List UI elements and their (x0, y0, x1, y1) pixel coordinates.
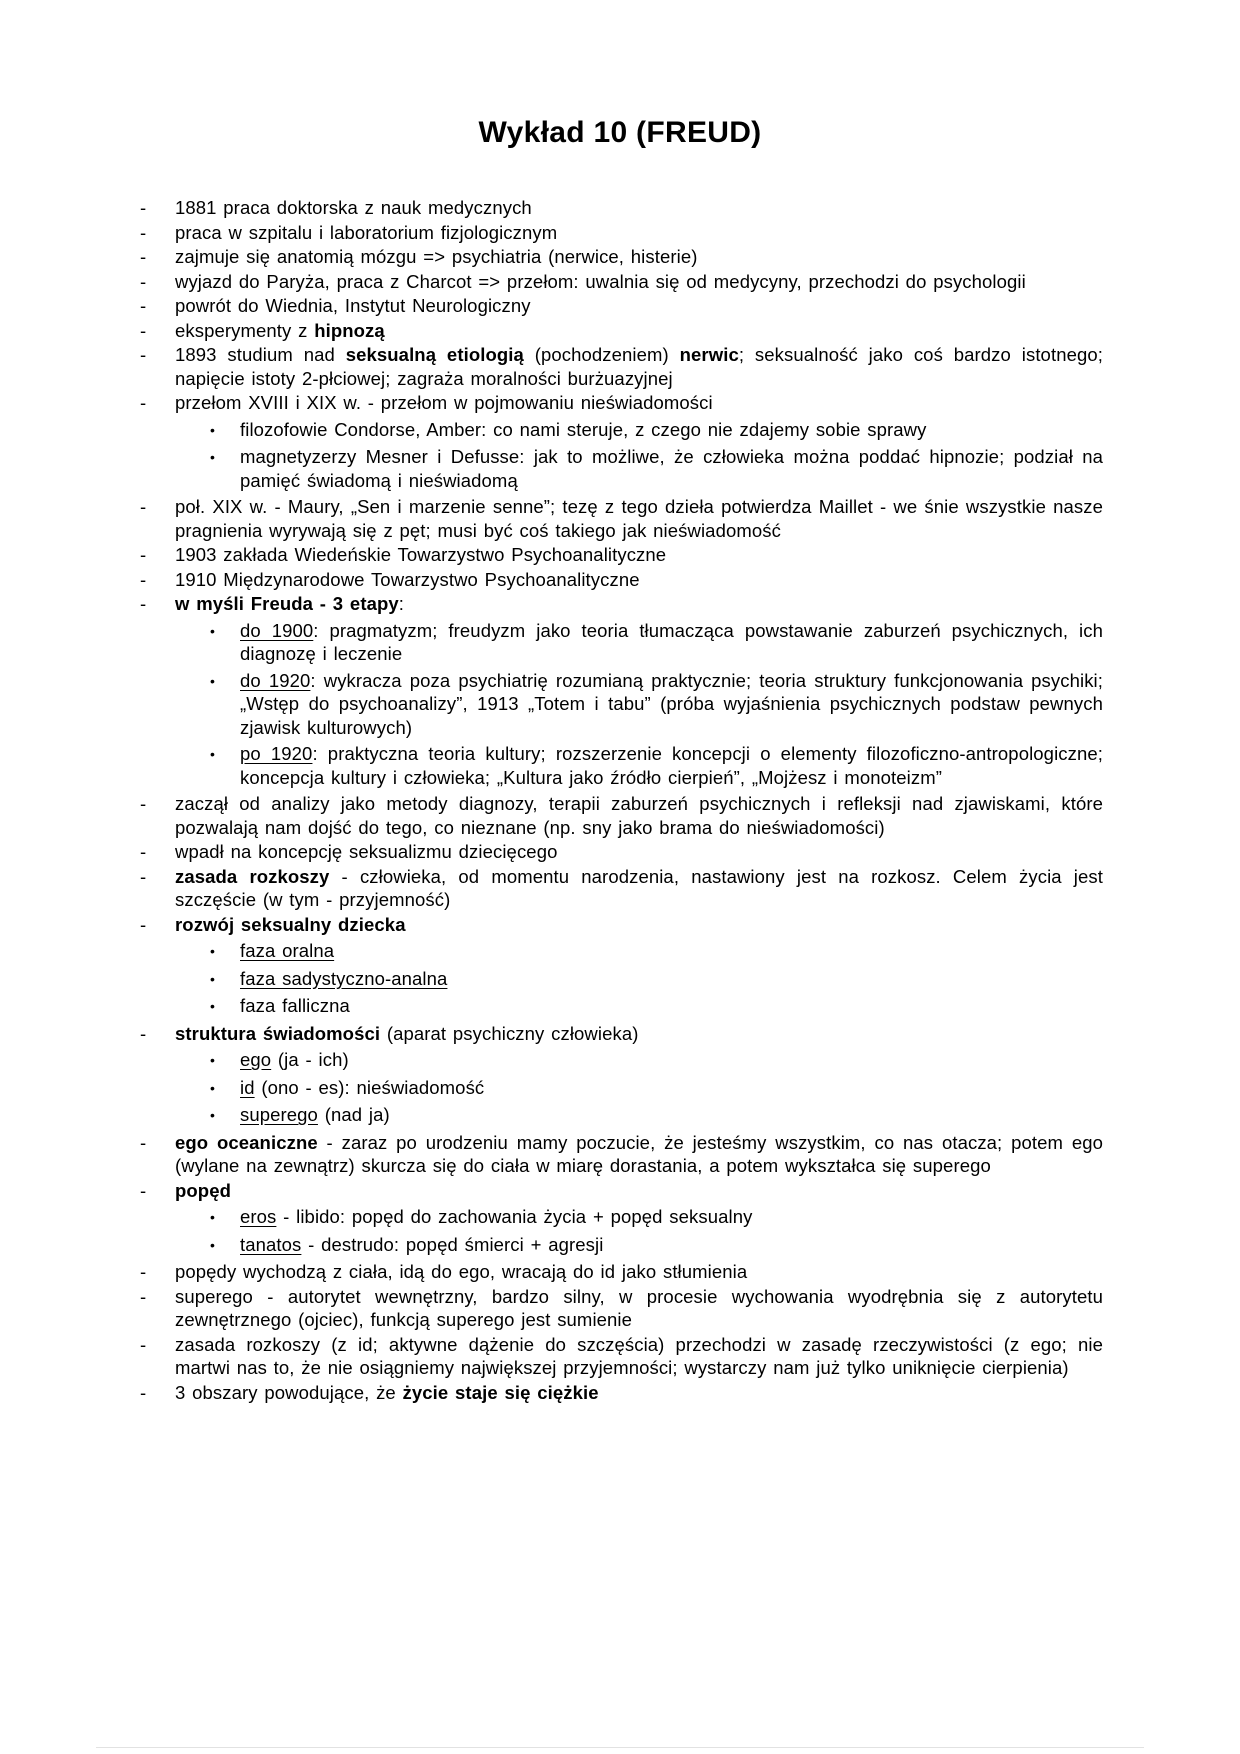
text-segment: 3 obszary powodujące, że (175, 1381, 403, 1403)
list-item-text (240, 1205, 1103, 1229)
bullet-dash-icon: - (140, 1131, 147, 1153)
list-item (140, 270, 1103, 294)
bullet-dash-icon: - (140, 793, 147, 815)
list-item-text (175, 294, 1103, 318)
list-item-text (175, 543, 1103, 567)
bullet-dot-icon: • (210, 943, 216, 960)
text-segment: życie staje się ciężkie (402, 1381, 599, 1403)
list-item-text (240, 1233, 1103, 1257)
list-item-text (240, 619, 1103, 666)
text-segment: po 1920 (240, 743, 313, 765)
text-segment: ; seksualność jako coś bardzo istotnego; napięcie istoty 2-płciowej; zagraża moralności burżuazyjnej (175, 344, 1103, 389)
list-item-text (175, 196, 1103, 220)
list-item (140, 865, 1103, 912)
list-item (140, 1205, 1103, 1230)
list-item (140, 1022, 1103, 1046)
text-segment: hipnozą (314, 319, 385, 341)
text-segment: w myśli Freuda - 3 etapy (175, 593, 399, 615)
list-item-text (240, 1076, 1103, 1100)
list-item-text (240, 1103, 1103, 1127)
list-item (140, 568, 1103, 592)
text-segment: - zaraz po urodzeniu mamy poczucie, że jesteśmy wszystkim, co nas otacza; potem ego (wylane na zewnątrz) skurcza się do ciała w miarę dorastania, a potem wykształca się superego (175, 1131, 1103, 1177)
text-segment: : wykracza poza psychiatrię rozumianą praktycznie; teoria struktury funkcjonowania psychiki; „Wstęp do psychoanalizy”, 1913 „Totem i tabu” (próba wyjaśnienia psychicznych podstaw pewnych zjawisk kulturowych) (240, 669, 1103, 738)
list-item (140, 1103, 1103, 1128)
bullet-dot-icon: • (210, 970, 216, 987)
bullet-dot-icon: • (210, 622, 216, 639)
text-segment: praca w szpitalu i laboratorium fizjologicznym (175, 221, 558, 243)
list-item-text (240, 967, 1103, 991)
text-segment: seksualną etiologią (345, 344, 524, 366)
bullet-dash-icon: - (140, 1261, 147, 1283)
bullet-dot-icon: • (210, 1236, 216, 1253)
list-item (140, 445, 1103, 492)
text-segment: wyjazd do Paryża, praca z Charcot => przełom: uwalnia się od medycyny, przechodzi do psychologii (175, 270, 1026, 292)
text-segment: do 1920 (240, 669, 311, 691)
list-item-text (175, 1131, 1103, 1178)
text-segment: 1910 Międzynarodowe Towarzystwo Psychoanalityczne (175, 568, 640, 590)
list-item-text (175, 221, 1103, 245)
text-segment: zasada rozkoszy (z id; aktywne dążenie do szczęścia) przechodzi w zasadę rzeczywistości (z ego; nie martwi nas to, że nie osiągniemy największej przyjemności; wystarczy nam już tylko uniknięcie cierpienia) (175, 1333, 1103, 1379)
list-item (140, 669, 1103, 740)
bullet-dot-icon: • (210, 421, 216, 438)
text-segment: (pochodzeniem) (523, 344, 680, 366)
text-segment: : pragmatyzm; freudyzm jako teoria tłumacząca powstawanie zaburzeń psychicznych, ich diagnozę i leczenie (240, 619, 1104, 665)
text-segment: id (240, 1076, 255, 1098)
bullet-dot-icon: • (210, 1209, 216, 1226)
bullet-dot-icon: • (210, 1107, 216, 1124)
text-segment: przełom XVIII i XIX w. - przełom w pojmowaniu nieświadomości (175, 392, 713, 414)
text-segment: (nad ja) (317, 1104, 390, 1126)
list-item (140, 1048, 1103, 1073)
bullet-dash-icon: - (140, 1179, 147, 1201)
bullet-dash-icon: - (140, 865, 147, 887)
list-item-text (175, 792, 1103, 839)
list-item-text (175, 592, 1103, 616)
list-item (140, 792, 1103, 839)
list-item (140, 592, 1103, 616)
list-item-text (175, 343, 1103, 390)
text-segment: popęd (175, 1179, 231, 1201)
text-segment: superego - autorytet wewnętrzny, bardzo silny, w procesie wychowania wyodrębnia się z autorytetu zewnętrznego (ojciec), funkcją superego jest sumienie (175, 1285, 1103, 1331)
text-segment: faza sadystyczno-analna (240, 967, 448, 989)
bullet-dot-icon: • (210, 998, 216, 1015)
bullet-dash-icon: - (140, 270, 147, 292)
list-item (140, 245, 1103, 269)
text-segment: wpadł na koncepcję seksualizmu dziecięcego (175, 841, 558, 863)
list-item-text (240, 418, 1103, 442)
bullet-dash-icon: - (140, 221, 147, 243)
bullet-dash-icon: - (140, 568, 147, 590)
text-segment: superego (240, 1104, 318, 1126)
text-segment: zaczął od analizy jako metody diagnozy, terapii zaburzeń psychicznych i refleksji nad zjawiskami, które pozwalają nam dojść do tego, co nieznane (np. sny jako brama do nieświadomości) (175, 793, 1103, 838)
text-segment: tanatos (240, 1233, 302, 1255)
text-segment: (aparat psychiczny człowieka) (380, 1022, 639, 1044)
list-item-text (175, 495, 1103, 542)
list-item-text (175, 1022, 1103, 1046)
text-segment: zasada rozkoszy (175, 865, 330, 887)
list-item (140, 967, 1103, 992)
list-item (140, 221, 1103, 245)
text-segment: ego (240, 1049, 272, 1071)
list-item-text (240, 669, 1103, 740)
bullet-dash-icon: - (140, 392, 147, 414)
list-item-text (175, 865, 1103, 912)
bullet-dash-icon: - (140, 593, 147, 615)
list-item (140, 994, 1103, 1019)
text-segment: - destrudo: popęd śmierci + agresji (301, 1233, 604, 1255)
list-item-text (175, 1381, 1103, 1405)
list-item (140, 1260, 1103, 1284)
bullet-dash-icon: - (140, 841, 147, 863)
list-item (140, 1131, 1103, 1178)
text-segment: 1903 zakłada Wiedeńskie Towarzystwo Psychoanalityczne (175, 544, 667, 566)
text-segment: powrót do Wiednia, Instytut Neurologiczny (175, 295, 531, 317)
list-item-text (240, 994, 1103, 1018)
list-item (140, 1076, 1103, 1101)
text-segment: : (398, 593, 405, 615)
text-segment: filozofowie Condorse, Amber: co nami steruje, z czego nie zdajemy sobie sprawy (240, 418, 927, 440)
list-item (140, 840, 1103, 864)
bullet-dash-icon: - (140, 1022, 147, 1044)
list-item (140, 196, 1103, 220)
bullet-dash-icon: - (140, 1381, 147, 1403)
list-item-text (175, 391, 1103, 415)
text-segment: poł. XIX w. - Maury, „Sen i marzenie senne”; tezę z tego dzieła potwierdza Maillet - we śnie wszystkie nasze pragnienia wyrywają się z pęt; musi być coś takiego jak nieświadomość (175, 496, 1103, 541)
text-segment: nerwic (679, 344, 739, 366)
text-segment: rozwój seksualny dziecka (175, 913, 406, 935)
list-item (140, 391, 1103, 415)
text-segment: : praktyczna teoria kultury; rozszerzenie koncepcji o elementy filozoficzno-antropologiczne; koncepcja kultury i człowieka; „Kultura jako źródło cierpień”, „Mojżesz i monoteizm” (240, 743, 1103, 788)
list-item (140, 343, 1103, 390)
list-item (140, 1285, 1103, 1332)
list-item (140, 1333, 1103, 1380)
bullet-dash-icon: - (140, 197, 147, 219)
text-segment: struktura świadomości (175, 1022, 381, 1044)
text-segment: - libido: popęd do zachowania życia + popęd seksualny (276, 1206, 753, 1228)
list-item (140, 1179, 1103, 1203)
text-segment: faza oralna (240, 940, 335, 962)
bullet-dash-icon: - (140, 496, 147, 518)
text-segment: ego oceaniczne (175, 1131, 318, 1153)
list-item (140, 319, 1103, 343)
bullet-dot-icon: • (210, 672, 216, 689)
list-item-text (175, 1285, 1103, 1332)
text-segment: 1893 studium nad (175, 344, 346, 366)
list-item (140, 619, 1103, 666)
list-item (140, 294, 1103, 318)
list-item (140, 418, 1103, 443)
text-segment: (ono - es): nieświadomość (254, 1076, 485, 1098)
text-segment: - człowieka, od momentu narodzenia, nastawiony jest na rozkosz. Celem życia jest szczęście (w tym - przyjemność) (175, 865, 1103, 911)
page-bottom-divider (96, 1747, 1144, 1748)
bullet-dash-icon: - (140, 1285, 147, 1307)
list-item-text (175, 245, 1103, 269)
list-item-text (175, 319, 1103, 343)
list-item-text (175, 1179, 1103, 1203)
text-segment: do 1900 (240, 619, 314, 641)
text-segment: eros (240, 1206, 277, 1228)
list-item-text (175, 913, 1103, 937)
bullet-dash-icon: - (140, 319, 147, 341)
bullet-dot-icon: • (210, 1079, 216, 1096)
list-item (140, 543, 1103, 567)
list-item-text (175, 568, 1103, 592)
list-item (140, 1233, 1103, 1258)
page-title: Wykład 10 (FREUD) (478, 116, 762, 150)
list-item-text (175, 1333, 1103, 1380)
text-segment: magnetyzerzy Mesner i Defusse: jak to możliwe, że człowieka można poddać hipnozie; podział na pamięć świadomą i nieświadomą (240, 446, 1103, 491)
text-segment: faza falliczna (240, 995, 350, 1017)
bullet-dot-icon: • (210, 449, 216, 466)
notes-list (0, 196, 1240, 1404)
list-item-text (240, 939, 1103, 963)
text-segment: popędy wychodzą z ciała, idą do ego, wracają do id jako stłumienia (175, 1261, 748, 1283)
list-item (140, 1381, 1103, 1405)
bullet-dash-icon: - (140, 246, 147, 268)
bullet-dash-icon: - (140, 344, 147, 366)
list-item-text (175, 840, 1103, 864)
bullet-dot-icon: • (210, 746, 216, 763)
list-item-text (240, 742, 1103, 789)
text-segment: 1881 praca doktorska z nauk medycznych (175, 197, 532, 219)
text-segment: (ja - ich) (271, 1049, 349, 1071)
list-item (140, 939, 1103, 964)
bullet-dot-icon: • (210, 1052, 216, 1069)
bullet-dash-icon: - (140, 295, 147, 317)
text-segment: zajmuje się anatomią mózgu => psychiatria (nerwice, histerie) (175, 246, 698, 268)
bullet-dash-icon: - (140, 1333, 147, 1355)
text-segment: eksperymenty z (175, 319, 315, 341)
list-item (140, 742, 1103, 789)
bullet-dash-icon: - (140, 544, 147, 566)
list-item-text (240, 1048, 1103, 1072)
list-item-text (175, 1260, 1103, 1284)
list-item-text (175, 270, 1103, 294)
list-item-text (240, 445, 1103, 492)
bullet-dash-icon: - (140, 913, 147, 935)
list-item (140, 495, 1103, 542)
list-item (140, 913, 1103, 937)
